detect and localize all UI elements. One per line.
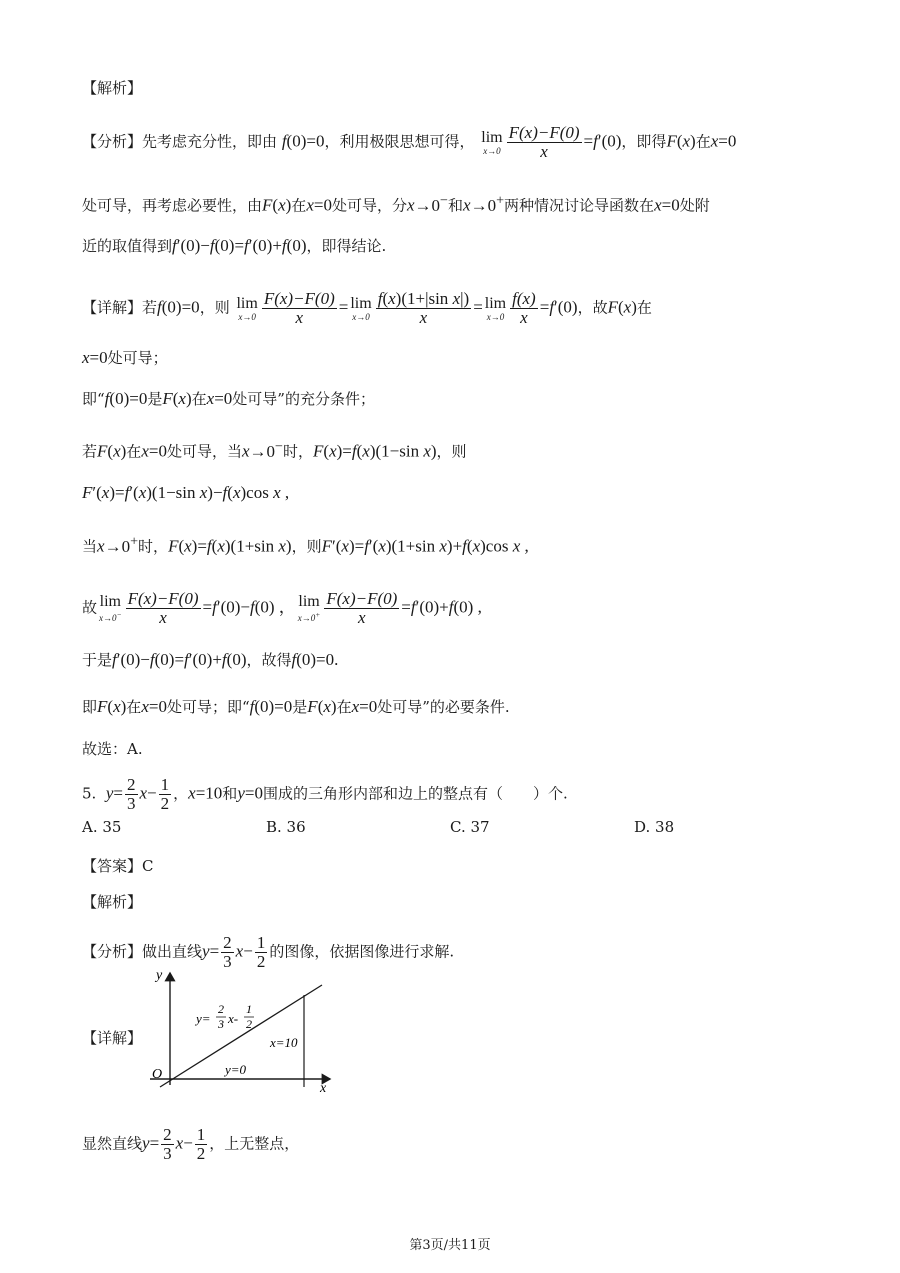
question-5: 5. y= $\frac{2}{3}$ x− $\frac{1}{2}$ ，x=10和y=0围成的三角形内部和边上的整点有（ ）个. bbox=[82, 775, 568, 813]
detail-line-2: x=0处可导； bbox=[82, 348, 168, 367]
line-graph bbox=[140, 965, 340, 1095]
analysis-tag: 【分析】 bbox=[82, 132, 143, 151]
answer-tag: 【答案】 bbox=[82, 857, 143, 875]
detail-tag: 【详解】 bbox=[82, 298, 143, 317]
page-footer: 第3页/共11页 bbox=[409, 1238, 491, 1253]
analysis-line-3: 近的取值得到f′(0)−f(0)=f′(0)+f(0)，即得结论. bbox=[82, 236, 387, 255]
option-d: D. 38 bbox=[634, 818, 675, 836]
detail-line-8: 于是f′(0)−f(0)=f′(0)+f(0)，故得f(0)=0. bbox=[82, 650, 339, 669]
y-axis-label: y bbox=[156, 968, 163, 983]
line-label-frac-b-den: 2 bbox=[246, 1017, 252, 1031]
line-label-mid: x- bbox=[228, 1011, 239, 1026]
x-axis-label: x bbox=[320, 1081, 327, 1095]
detail-line-6: 当x→0+时，F(x)=f(x)(1+sin x)，则F′(x)=f′(x)(1+sin x)+f(x)cos x , bbox=[82, 533, 529, 556]
detail-tag-2: 【详解】 bbox=[82, 1029, 143, 1047]
final-line: 显然直线y= $\frac{2}{3}$ x− $\frac{1}{2}$ ，上无整点， bbox=[82, 1125, 300, 1163]
analysis-line-1: 【分析】先考虑充分性，即由 f(0)=0，利用极限思想可得， lim x→0 $\frac{F(x)-F(0)}{x}$ =f′(0)，即得F(x)在x=0 bbox=[82, 123, 737, 161]
option-c: C. 37 bbox=[450, 818, 490, 836]
horizontal-line-label: y=0 bbox=[225, 1062, 247, 1077]
detail-line-9: 即F(x)在x=0处可导；即“f(0)=0是F(x)在x=0处可导”的必要条件. bbox=[82, 697, 510, 716]
option-a: A. 35 bbox=[82, 818, 122, 836]
line-label-frac-a-den: 3 bbox=[218, 1017, 224, 1031]
section-label-analysis: 【解析】 bbox=[82, 79, 143, 97]
analysis-line-2: 处可导，再考虑必要性，由F(x)在x=0处可导，分x→0−和x→0+两种情况讨论导函数在x=0处附 bbox=[82, 192, 710, 215]
detail-line-3: 即“f(0)=0是F(x)在x=0处可导”的充分条件； bbox=[82, 389, 375, 408]
option-b: B. 36 bbox=[266, 818, 306, 836]
detail-conclusion: 故选：A. bbox=[82, 740, 143, 758]
answer-line bbox=[82, 856, 154, 876]
question-number: 5. bbox=[82, 784, 97, 803]
analysis2-line: 【分析】做出直线y= $\frac{2}{3}$ x− $\frac{1}{2}$ 的图像，依据图像进行求解. bbox=[82, 933, 455, 971]
detail-line-7: 故 lim x→0− $\frac{F(x)-F(0)}{x}$ =f′(0)−f(0) ， lim x→0+ $\frac{F(x)-F(0)}{x}$ =f′(0)+f(0) , bbox=[82, 589, 482, 627]
answer-value: C bbox=[142, 857, 154, 875]
section-label-analysis-2: 【解析】 bbox=[82, 893, 143, 911]
detail-line-4: 若F(x)在x=0处可导，当x→0−时，F(x)=f(x)(1−sin x)，则 bbox=[82, 438, 467, 461]
line-label-frac-a-num: 2 bbox=[218, 1002, 224, 1016]
detail-line-1: 【详解】若f(0)=0，则 lim x→0 $\frac{F(x)-F(0)}{x}$ = lim x→0 $\frac{\text{f(x)(1+|sin x|)}}{x}$ = lim x→0 $\frac{f(x)}{x}$ =f′(0)，故F(x)在 bbox=[82, 289, 652, 327]
origin-label: O bbox=[152, 1067, 163, 1082]
line-label-frac-b-num: 1 bbox=[246, 1002, 252, 1016]
line-label-y: y= bbox=[196, 1011, 211, 1026]
detail-line-5: F′(x)=f′(x)(1−sin x)−f(x)cos x , bbox=[82, 483, 290, 502]
vertical-line-label: x=10 bbox=[270, 1035, 298, 1050]
